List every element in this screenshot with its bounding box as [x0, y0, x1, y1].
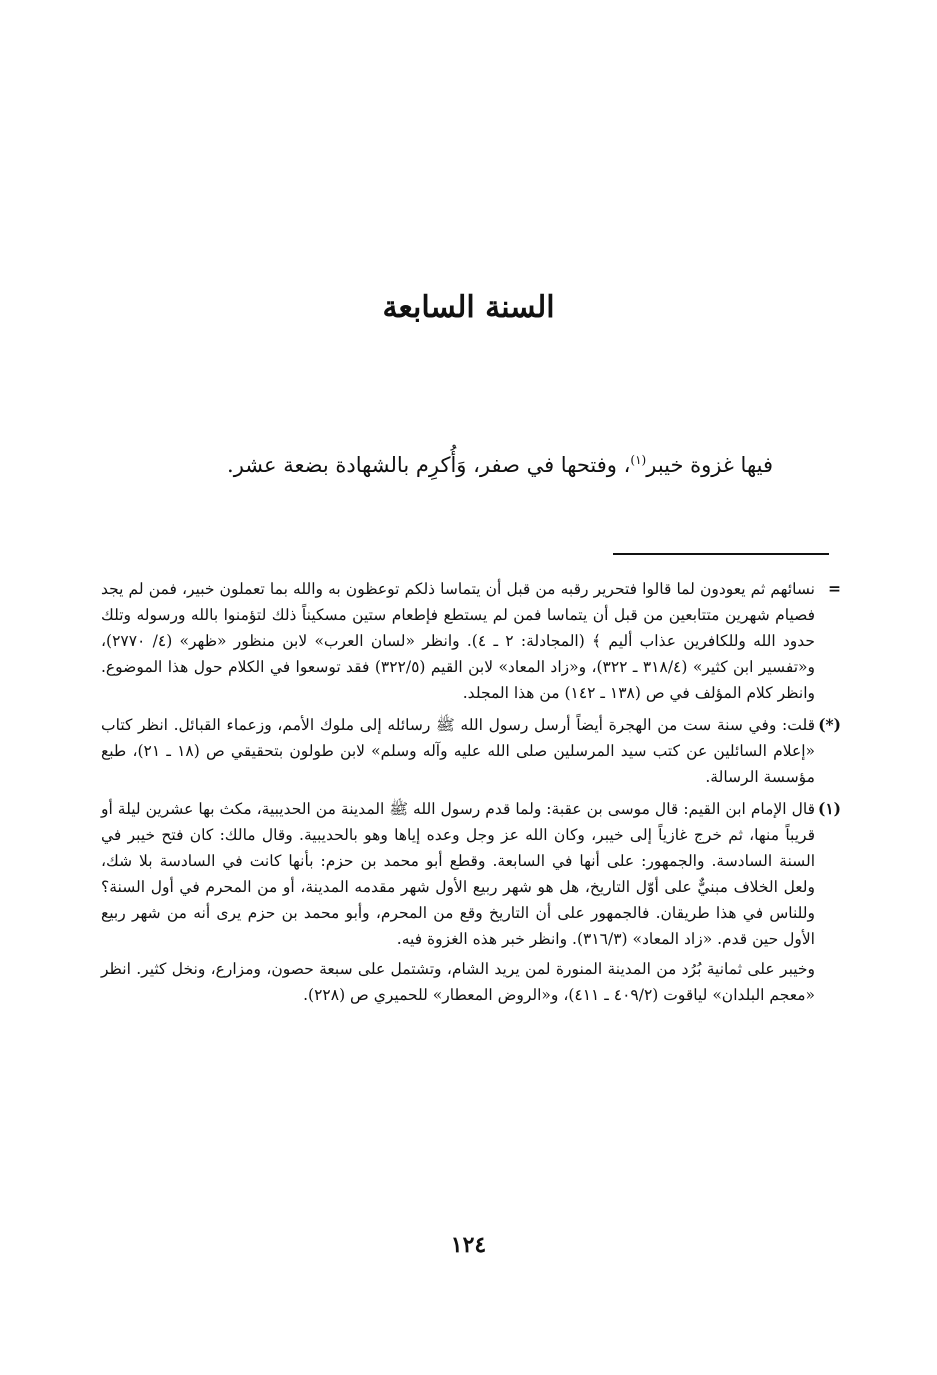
chapter-title: السنة السابعة: [382, 290, 555, 325]
footnote-marker: =: [828, 579, 841, 598]
footnotes-section: [101, 576, 841, 1014]
footnote-marker: (١): [817, 799, 841, 818]
page-number: ١٢٤: [450, 1232, 487, 1258]
footnote-divider: [613, 553, 829, 555]
footnote-paragraph: وخيبر على ثمانية بُرُد من المدينة المنورة لمن يريد الشام، وتشتمل على سبعة حصون، ومزارع، ونخل كثير. انظر «معجم البلدان» لياقوت (٤٠٩/٢ ـ ٤١١)، و«الروض المعطار» للحميري ص (٢٢٨).: [101, 960, 815, 1004]
intro-text: فيها غزوة خيبر: [646, 453, 773, 477]
footnote-paragraph: قلت: وفي سنة ست من الهجرة أيضاً أرسل رسول الله ﷺ رسائله إلى ملوك الأمم، وزعماء القبائل. انظر كتاب «إعلام السائلين عن كتب سيد المرسلين صلى الله عليه وآله وسلم» لابن طولون بتحقيقي ص (١٨ ـ ٢١)، طبع مؤسسة الرسالة.: [101, 716, 815, 786]
intro-text-rest: ، وفتحها في صفر، وَأُكرِم بالشهادة بضعة عشر.: [227, 453, 631, 477]
chapter-intro: [133, 442, 773, 483]
footnote-reference[interactable]: (١): [630, 453, 647, 467]
footnote-editor-note: [101, 712, 841, 790]
footnote-paragraph: نسائهم ثم يعودون لما قالوا فتحرير رقبه من قبل أن يتماسا ذلكم توعظون به والله بما تعملون خبير، فمن لم يجد فصيام شهرين متتابعين من قبل أن يتماسا فمن لم يستطع فإطعام ستين مسكيناً ذلك لتؤمنوا بالله ورسوله وتلك حدود الله وللكافرين عذاب أليم ﴾ (المجادلة: ٢ ـ ٤). وانظر «لسان العرب» لابن منظور «ظهر» (٤/ ٢٧٧٠)، و«تفسير ابن كثير» (٣١٨/٤ ـ ٣٢٢)، و«زاد المعاد» لابن القيم (٣٢٢/٥) فقد توسعوا في الكلام حول هذا الموضوع. وانظر كلام المؤلف في ص (١٣٨ ـ ١٤٢) من هذا المجلد.: [101, 580, 816, 702]
footnote-continuation: [101, 576, 841, 706]
footnote-paragraph: قال الإمام ابن القيم: قال موسى بن عقبة: ولما قدم رسول الله ﷺ المدينة من الحديبية، مكث بها عشرين ليلة أو قريباً منها، ثم خرج غازياً إلى خيبر، وكان الله عز وجل وعده إياها وهو بالحديبية. وقال مالك: كان فتح خيبر في السنة السادسة. والجمهور: على أنها في السابعة. وقطع أبو محمد بن حزم: بأنها كانت في السادسة بلا شك، ولعل الخلاف مبنيٌّ على أوّل التاريخ، هل هو شهر ربيع الأول شهر مقدمه المدينة، أو من المحرم في أول السنة؟ وللناس في هذا طريقان. فالجمهور على أن التاريخ وقع من المحرم، وأبو محمد بن حزم يرى أنه من شهر ربيع الأول حين قدم. «زاد المعاد» (٣١٦/٣). وانظر خبر هذه الغزوة فيه.: [101, 800, 815, 948]
footnote-marker: (*): [818, 715, 841, 734]
footnote-1: [101, 796, 841, 1008]
